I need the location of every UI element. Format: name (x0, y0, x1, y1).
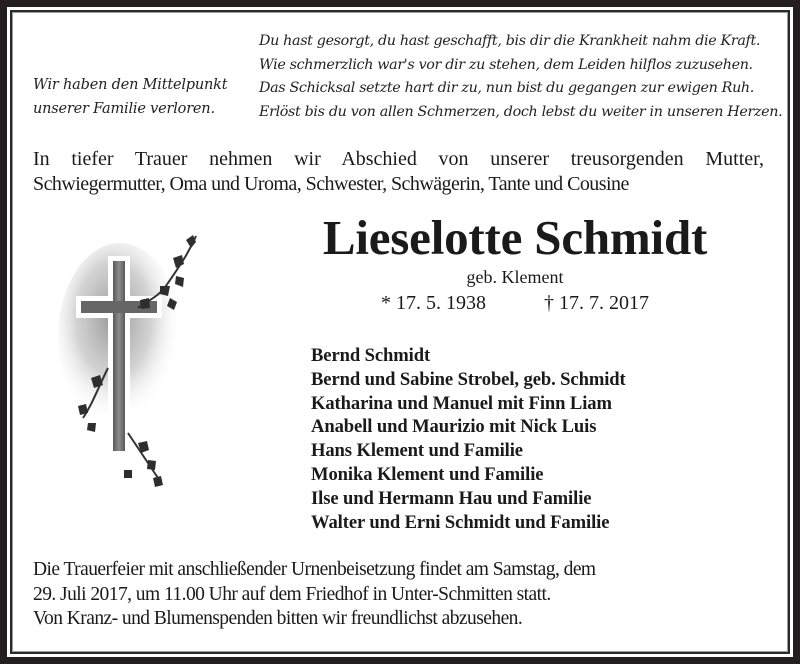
funeral-info-line: Von Kranz- und Blumenspenden bitten wir freundlichst abzusehen. (33, 608, 523, 629)
intro-line: Schwiegermutter, Oma und Uroma, Schwester, Schwägerin, Tante und Cousine (33, 173, 629, 195)
cross-with-ivy-icon (58, 228, 208, 490)
mourner-entry: Bernd und Sabine Strobel, geb. Schmidt (311, 368, 626, 390)
mourner-entry: Katharina und Manuel mit Finn Liam (311, 392, 612, 414)
life-dates (300, 291, 730, 315)
mourners-list (311, 344, 626, 534)
motto (33, 73, 227, 121)
maiden-name: geb. Klement (466, 267, 564, 287)
death-date: 17. 7. 2017 (559, 292, 649, 314)
poem-line: Wie schmerzlich war's vor dir zu stehen, dem Leiden hilflos zuzusehen. (259, 56, 753, 73)
intro-text (33, 147, 764, 197)
funeral-info-line: 29. Juli 2017, um 11.00 Uhr auf dem Friedhof in Unter-Schmitten statt. (33, 583, 551, 605)
poem-line: Du hast gesorgt, du hast geschafft, bis dir die Krankheit nahm die Kraft. (259, 33, 761, 49)
funeral-info (33, 558, 596, 632)
deceased-name: Lieselotte Schmidt (322, 210, 708, 265)
mourner-entry: Monika Klement und Familie (311, 463, 544, 485)
motto-line: unserer Familie verloren. (33, 101, 215, 117)
funeral-info-line: Die Trauerfeier mit anschließender Urnenbeisetzung findet am Samstag, dem (33, 559, 596, 580)
poem-line: Erlöst bis du von allen Schmerzen, doch lebst du weiter in unseren Herzen. (259, 103, 783, 120)
intro-line: In tiefer Trauer nehmen wir Abschied von unserer treusorgenden Mutter, (33, 148, 764, 170)
poem-line: Das Schicksal setzte hart dir zu, nun bist du gegangen zur ewigen Ruh. (259, 80, 754, 97)
mourner-entry: Bernd Schmidt (311, 345, 431, 366)
mourner-entry: Ilse und Hermann Hau und Familie (311, 487, 592, 509)
mourner-entry: Hans Klement und Familie (311, 440, 523, 462)
death-dagger-icon: † (544, 292, 554, 314)
mourner-entry: Anabell und Maurizio mit Nick Luis (311, 416, 597, 438)
mourner-entry: Walter und Erni Schmidt und Familie (311, 511, 610, 533)
motto-line: Wir haben den Mittelpunkt (33, 77, 228, 93)
poem (259, 30, 782, 124)
birth-date: 17. 5. 1938 (396, 292, 486, 314)
birth-star-icon: * (381, 292, 391, 314)
